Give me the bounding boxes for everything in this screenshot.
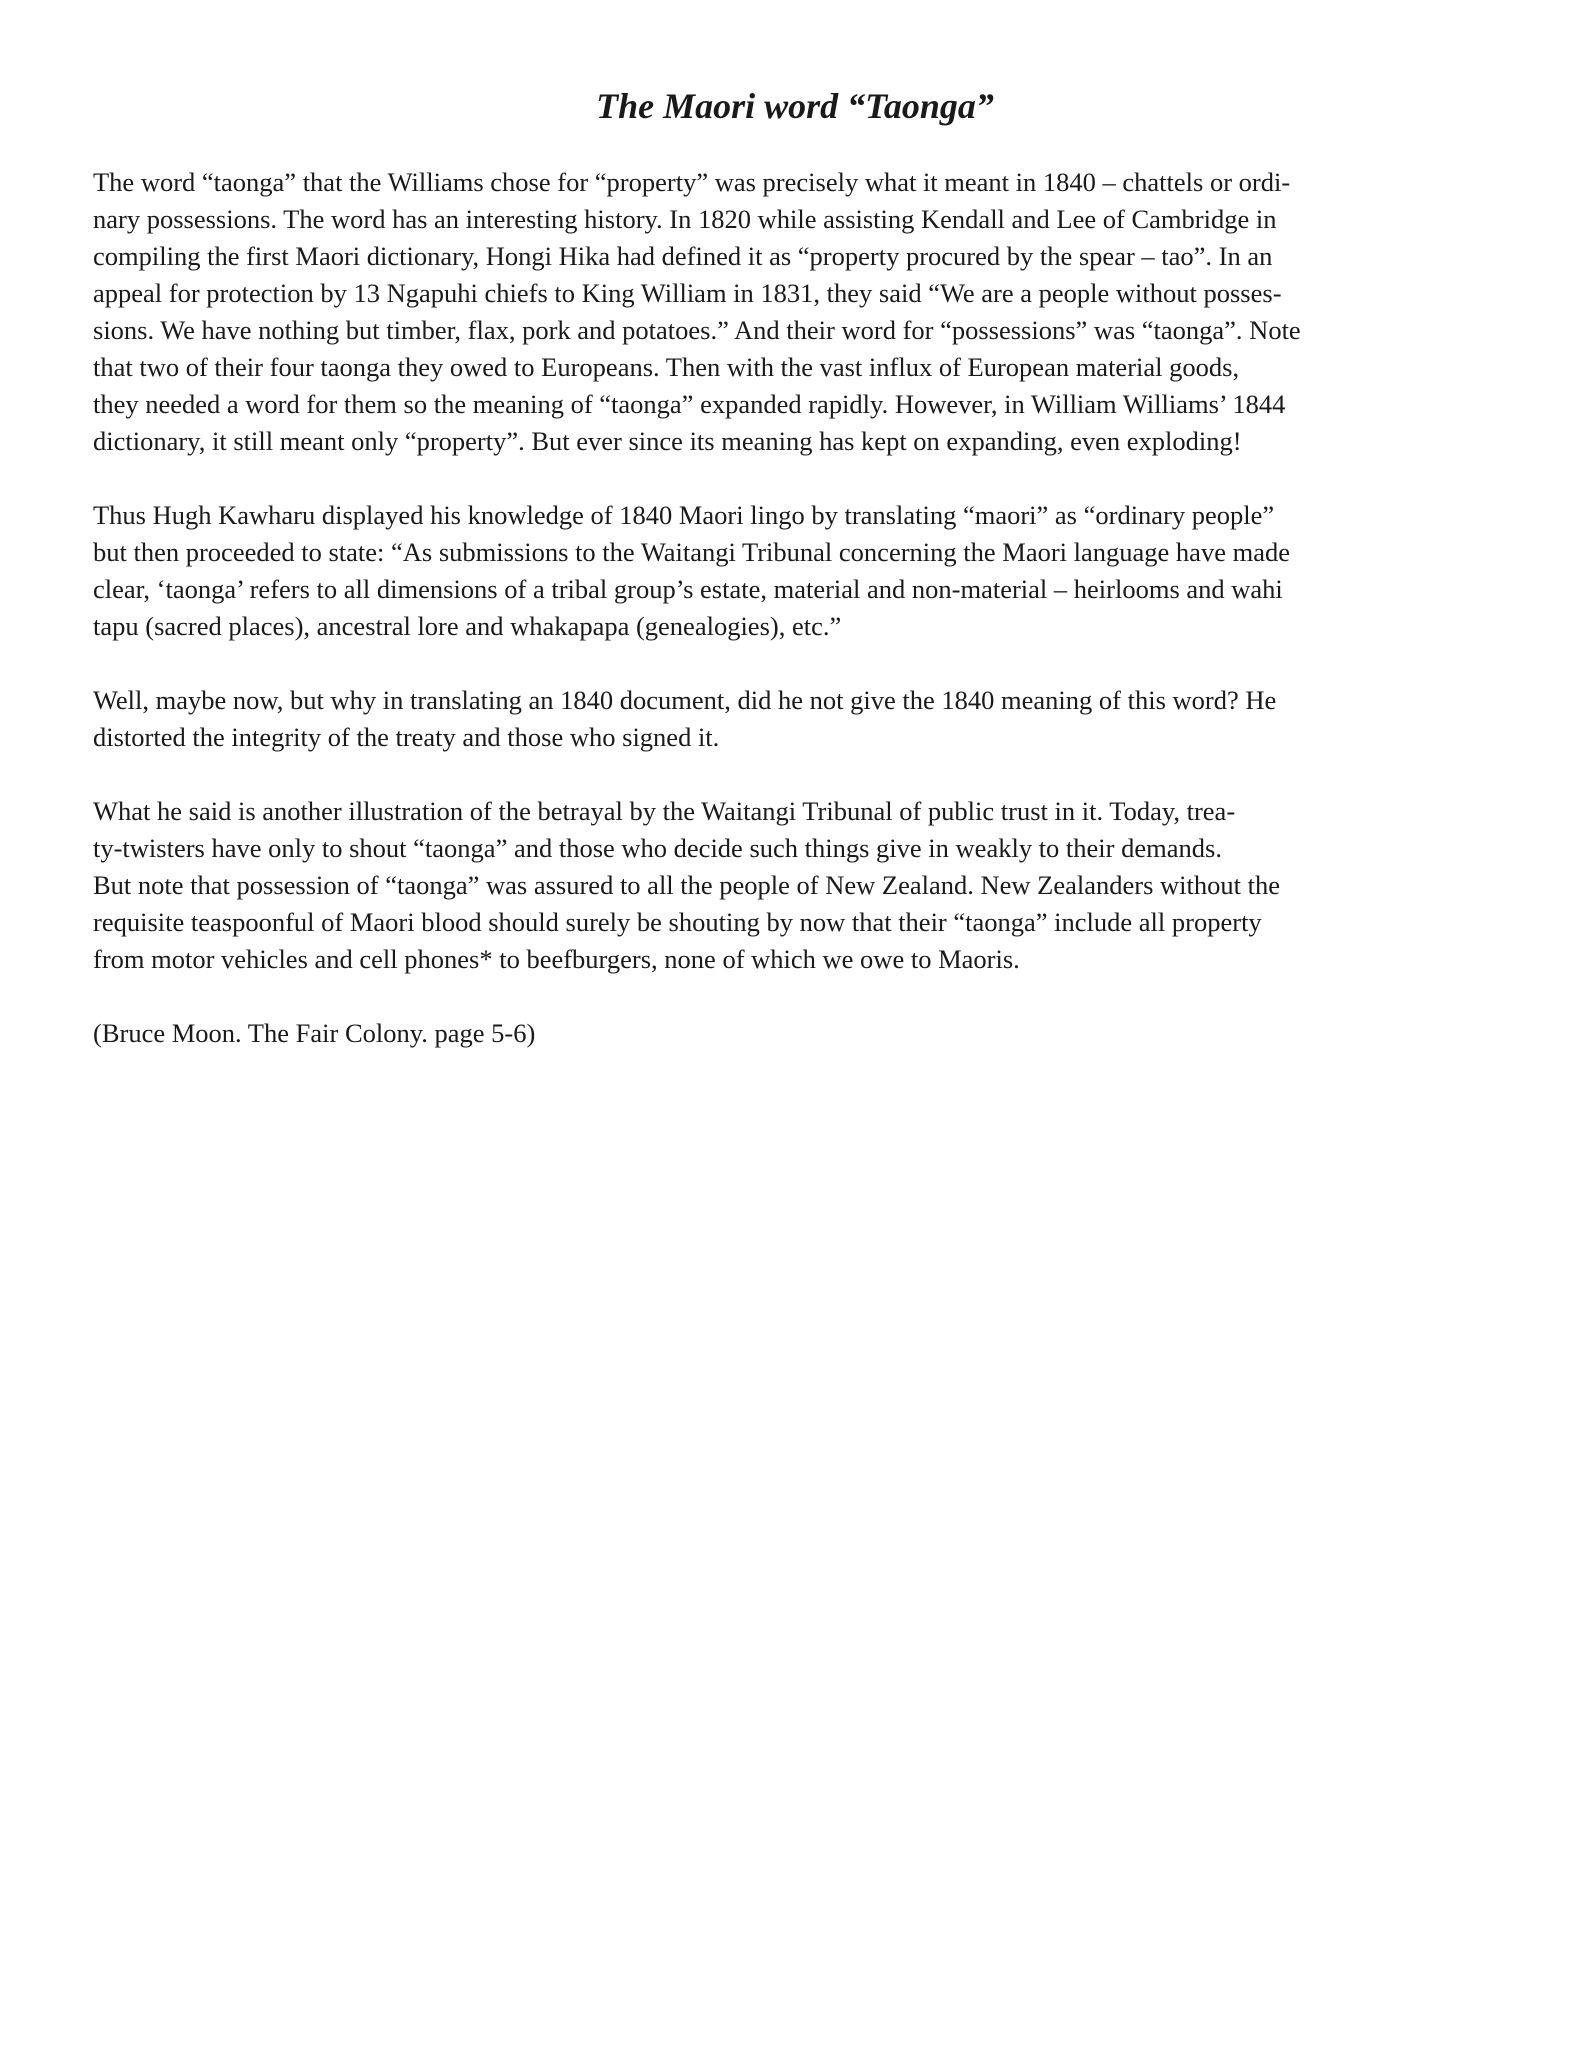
- text-line: The word “taonga” that the Williams chose for “property” was precisely what it meant in 1840 – chattels or ordi-: [93, 167, 1291, 197]
- text-line: Well, maybe now, but why in translating an 1840 document, did he not give the 1840 meaning of this word? He: [93, 685, 1277, 715]
- text-line: dictionary, it still meant only “property”. But ever since its meaning has kept on expanding, even exploding!: [93, 426, 1242, 456]
- paragraph-4: [93, 793, 1497, 978]
- text-line: clear, ‘taonga’ refers to all dimensions of a tribal group’s estate, material and non-material – heirlooms and wahi: [93, 574, 1283, 604]
- text-line: But note that possession of “taonga” was assured to all the people of New Zealand. New Zealanders without the: [93, 870, 1281, 900]
- text-line: that two of their four taonga they owed to Europeans. Then with the vast influx of European material goods,: [93, 352, 1240, 382]
- text-line: but then proceeded to state: “As submissions to the Waitangi Tribunal concerning the Maori language have made: [93, 537, 1290, 567]
- text-line: sions. We have nothing but timber, flax, pork and potatoes.” And their word for “possessions” was “taonga”. Note: [93, 315, 1301, 345]
- text-line: from motor vehicles and cell phones* to beefburgers, none of which we owe to Maoris.: [93, 944, 1020, 974]
- paragraph-1: [93, 164, 1497, 460]
- text-line: What he said is another illustration of the betrayal by the Waitangi Tribunal of public trust in it. Today, trea-: [93, 796, 1236, 826]
- text-line: (Bruce Moon. The Fair Colony. page 5-6): [93, 1018, 536, 1048]
- citation: [93, 1015, 1497, 1052]
- paragraph-2: [93, 497, 1497, 645]
- text-line: nary possessions. The word has an interesting history. In 1820 while assisting Kendall and Lee of Cambridge in: [93, 204, 1277, 234]
- paragraph-3: [93, 682, 1497, 756]
- text-line: requisite teaspoonful of Maori blood should surely be shouting by now that their “taonga” include all property: [93, 907, 1262, 937]
- text-line: distorted the integrity of the treaty and those who signed it.: [93, 722, 720, 752]
- text-line: appeal for protection by 13 Ngapuhi chiefs to King William in 1831, they said “We are a people without posses-: [93, 278, 1282, 308]
- document-page: [93, 82, 1497, 1089]
- text-line: ty-twisters have only to shout “taonga” and those who decide such things give in weakly to their demands.: [93, 833, 1222, 863]
- page-title: The Maori word “Taonga”: [596, 86, 994, 126]
- text-line: they needed a word for them so the meaning of “taonga” expanded rapidly. However, in William Williams’ 1844: [93, 389, 1286, 419]
- text-line: tapu (sacred places), ancestral lore and whakapapa (genealogies), etc.”: [93, 611, 842, 641]
- text-line: compiling the first Maori dictionary, Hongi Hika had defined it as “property procured by the spear – tao”. In an: [93, 241, 1273, 271]
- text-line: Thus Hugh Kawharu displayed his knowledge of 1840 Maori lingo by translating “maori” as “ordinary people”: [93, 500, 1275, 530]
